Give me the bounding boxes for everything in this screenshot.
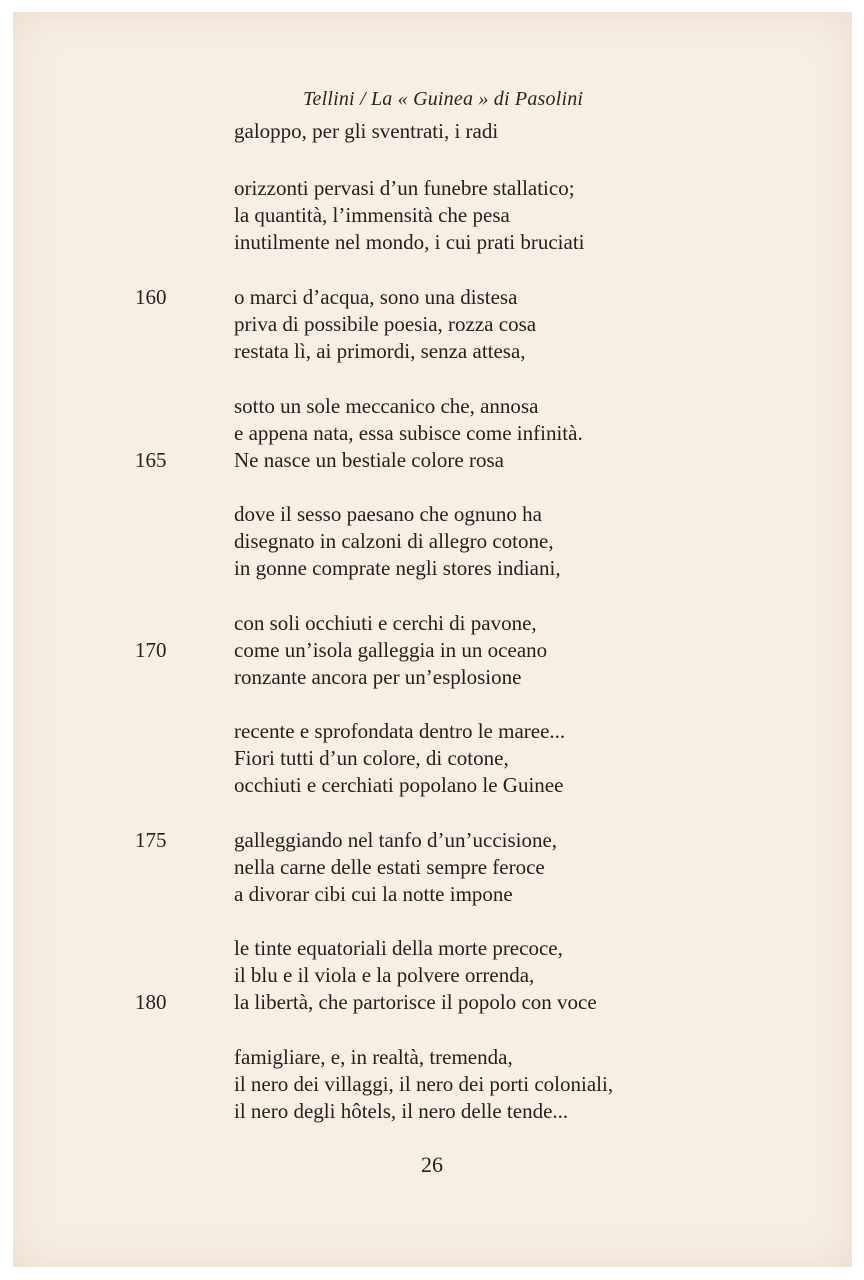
verse-line: galleggiando nel tanfo d’un’uccisione, (234, 828, 558, 852)
line-number: 160 (135, 285, 167, 309)
verse-line: nella carne delle estati sempre feroce (234, 855, 545, 879)
verse-line: il nero degli hôtels, il nero delle tende... (234, 1099, 569, 1123)
verse-line: inutilmente nel mondo, i cui prati bruciati (234, 230, 585, 254)
verse-line: a divorar cibi cui la notte impone (234, 882, 513, 906)
verse-line: famigliare, e, in realtà, tremenda, (234, 1045, 513, 1069)
verse-line: la quantità, l’immensità che pesa (234, 203, 510, 227)
verse-line: in gonne comprate negli stores indiani, (234, 556, 561, 580)
verse-line: e appena nata, essa subisce come infinità. (234, 421, 583, 445)
verse-line: Ne nasce un bestiale colore rosa (234, 448, 504, 472)
verse-line: la libertà, che partorisce il popolo con voce (234, 990, 597, 1014)
verse-line: o marci d’acqua, sono una distesa (234, 285, 518, 309)
verse-line: sotto un sole meccanico che, annosa (234, 394, 539, 418)
verse-line: le tinte equatoriali della morte precoce, (234, 936, 563, 960)
verse-line: dove il sesso paesano che ognuno ha (234, 502, 542, 526)
line-number: 165 (135, 448, 167, 472)
running-header: Tellini / La « Guinea » di Pasolini (303, 88, 584, 110)
verse-line: restata lì, ai primordi, senza attesa, (234, 339, 526, 363)
verse-line: il nero dei villaggi, il nero dei porti coloniali, (234, 1072, 614, 1096)
verse-line: recente e sprofondata dentro le maree... (234, 719, 566, 743)
line-number: 175 (135, 828, 167, 852)
verse-line: come un’isola galleggia in un oceano (234, 638, 548, 662)
verse-line: il blu e il viola e la polvere orrenda, (234, 963, 535, 987)
page-number: 26 (421, 1152, 443, 1177)
verse-line: con soli occhiuti e cerchi di pavone, (234, 611, 537, 635)
line-number: 180 (135, 990, 167, 1014)
verse-line: galoppo, per gli sventrati, i radi (234, 119, 499, 143)
verse-line: occhiuti e cerchiati popolano le Guinee (234, 773, 564, 797)
verse-line: orizzonti pervasi d’un funebre stallatico; (234, 176, 575, 200)
verse-line: ronzante ancora per un’esplosione (234, 665, 522, 689)
verse-line: disegnato in calzoni di allegro cotone, (234, 529, 554, 553)
verse-line: Fiori tutti d’un colore, di cotone, (234, 746, 509, 770)
line-number: 170 (135, 638, 167, 662)
verse-line: priva di possibile poesia, rozza cosa (234, 312, 537, 336)
